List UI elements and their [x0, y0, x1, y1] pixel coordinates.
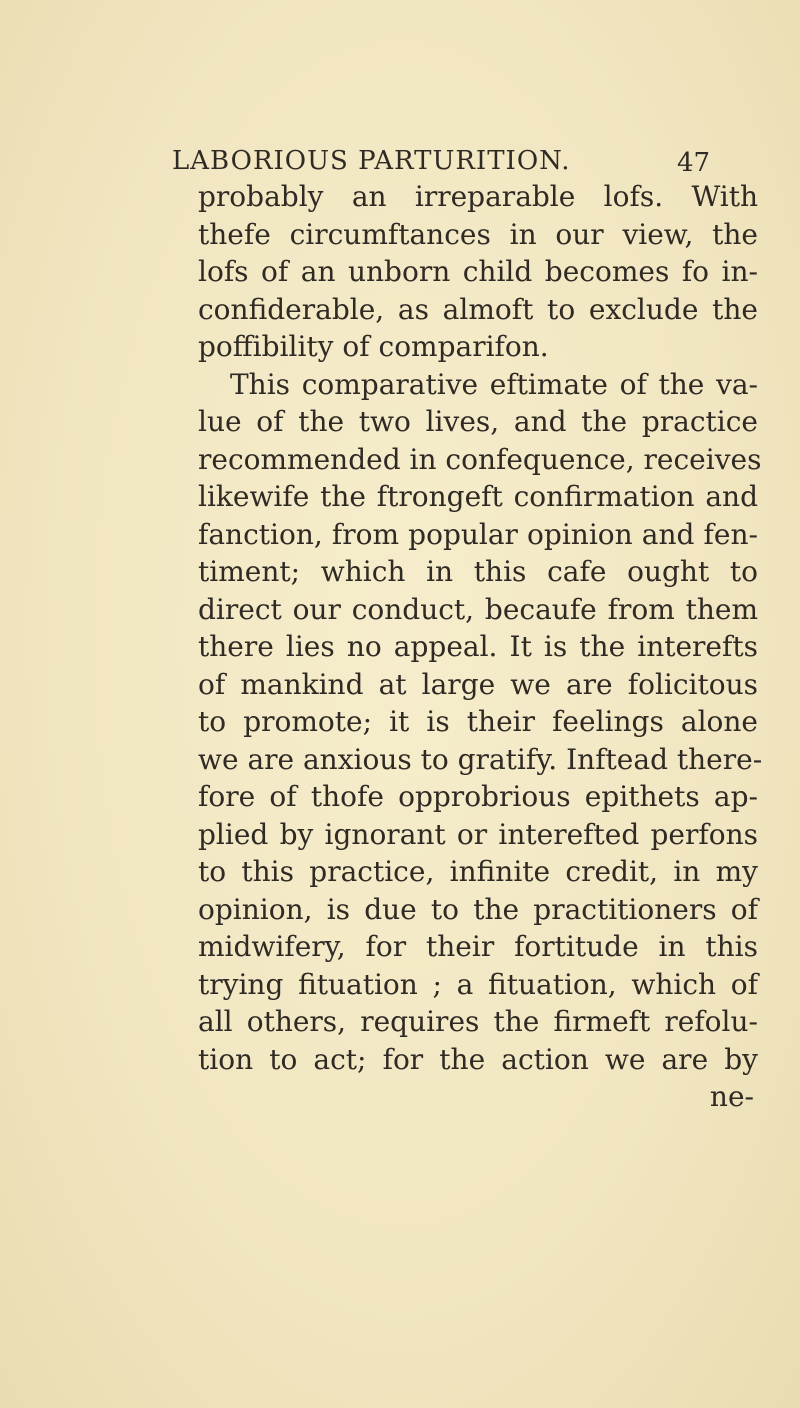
text-line: all others, requires the firmeft refolu-: [198, 1005, 758, 1038]
text-line: direct our conduct, becaufe from them: [198, 592, 758, 626]
text-line: trying fituation ; a fituation, which of: [198, 967, 758, 1001]
page-header: [172, 146, 732, 182]
text-line: lue of the two lives, and the practice: [198, 405, 758, 438]
text-line: confiderable, as almoft to exclude the: [198, 292, 758, 326]
text-line: likewife the ftrongeft confirmation and: [198, 480, 758, 513]
text-line: recommended in confequence, receives: [198, 442, 762, 476]
text-line: opinion, is due to the practitioners of: [198, 892, 758, 926]
text-line: This comparative eftimate of the va-: [230, 367, 758, 401]
text-line: lofs of an unborn child becomes fo in-: [198, 255, 758, 288]
text-line: fanction, from popular opinion and fen-: [198, 517, 758, 551]
text-line: midwifery, for their fortitude in this: [198, 930, 758, 963]
text-line: fore of thofe opprobrious epithets ap-: [198, 780, 758, 813]
running-head: LABORIOUS PARTURITION.: [172, 146, 571, 176]
text-line: there lies no appeal. It is the interefts: [198, 630, 758, 663]
text-line: tion to act; for the action we are by: [198, 1042, 758, 1076]
text-line: plied by ignorant or interefted perfons: [198, 817, 758, 851]
body-text: [198, 178, 763, 1113]
page-number: 47: [677, 148, 711, 178]
catchword: ne-: [709, 1080, 754, 1113]
text-line: thefe circumftances in our view, the: [198, 217, 758, 251]
catchword-line: [198, 1078, 758, 1116]
text-line: to this practice, infinite credit, in my: [198, 855, 758, 888]
text-line: we are anxious to gratify. Inftead there-: [198, 742, 763, 776]
text-line: to promote; it is their feelings alone: [198, 705, 758, 738]
text-line: timent; which in this cafe ought to: [198, 555, 758, 588]
text-line: probably an irreparable lofs. With: [198, 180, 758, 213]
text-line: poffibility of comparifon.: [198, 330, 549, 363]
text-line: of mankind at large we are folicitous: [198, 667, 758, 701]
